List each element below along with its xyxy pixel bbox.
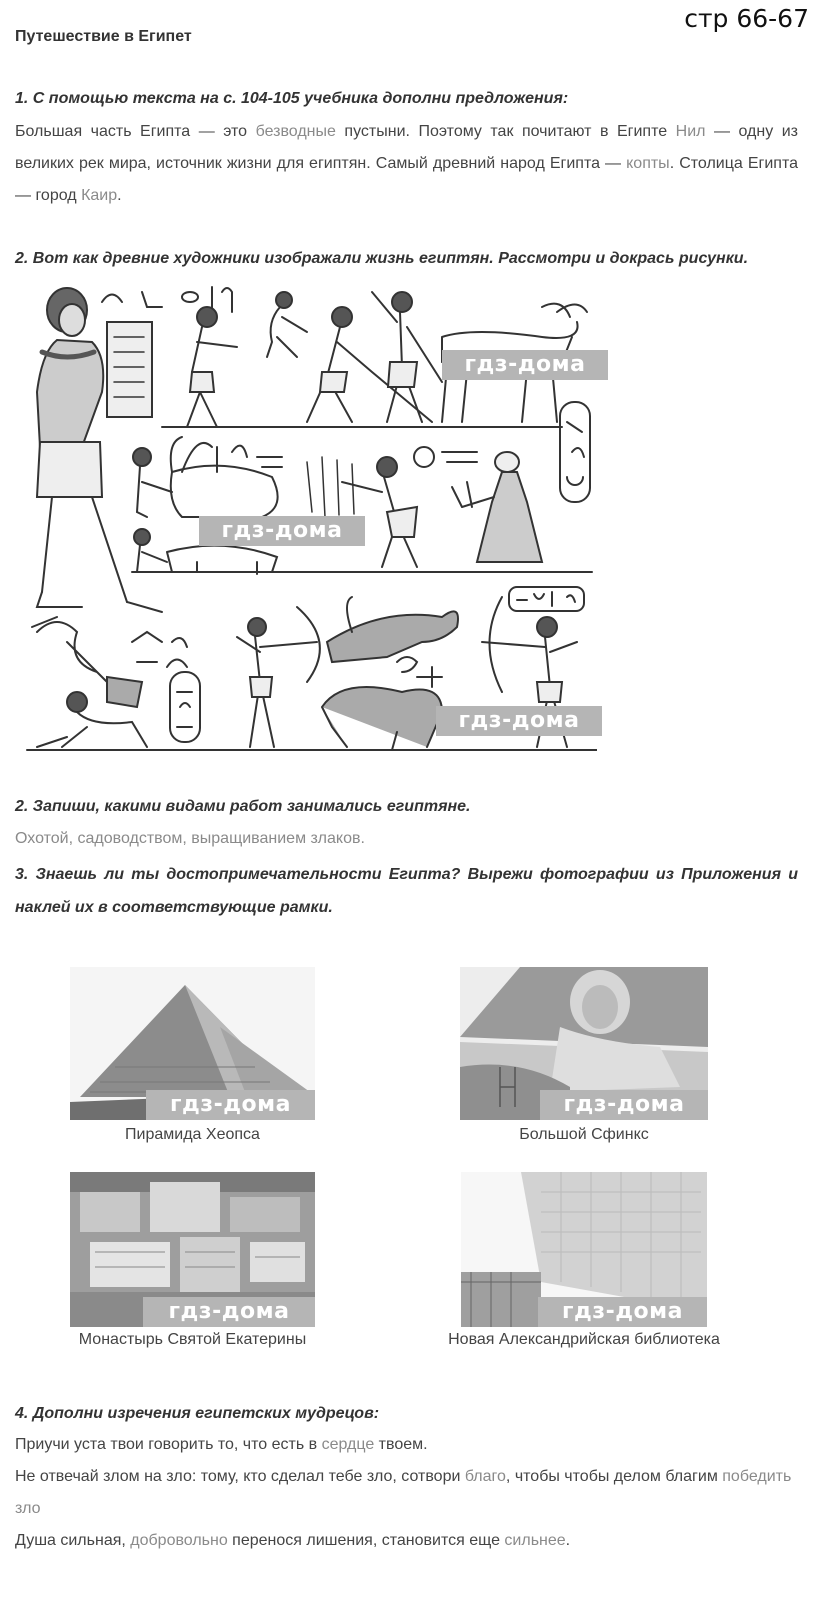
answer-word: копты (626, 155, 670, 172)
text-fragment: пустыни. Поэтому так почитают в Египте (335, 123, 676, 140)
text-fragment: , чтобы чтобы делом благим (505, 1468, 723, 1485)
answer-word: победить зло (15, 1468, 792, 1517)
text-fragment: . (565, 1532, 571, 1549)
text-fragment: . (117, 187, 122, 204)
task1-question: 1. С помощью текста на с. 104-105 учебника дополни предложения: (15, 90, 569, 107)
watermark: гдз-дома (538, 1297, 707, 1327)
watermark: гдз-дома (436, 706, 602, 736)
page-reference: стр 66-67 (684, 4, 809, 33)
task2b-question: 2. Запиши, какими видами работ занимались египтяне. (15, 798, 471, 815)
photo-caption: Монастырь Святой Екатерины (78, 1331, 307, 1348)
text-fragment: . Столица Египта — город (15, 155, 798, 204)
answer-word: безводные (255, 123, 336, 140)
text-fragment: перенося лишения, становится еще (227, 1532, 505, 1549)
answer-word: сердце (321, 1436, 375, 1453)
sphinx-photo (460, 967, 708, 1120)
photo-caption: Большой Сфинкс (519, 1126, 649, 1143)
answer-word: Каир (81, 187, 118, 204)
watermark: гдз-дома (442, 350, 608, 380)
answer-word: добровольно (130, 1532, 228, 1549)
task1-answer-text (15, 116, 798, 212)
text-fragment: Большая часть Египта — это (15, 123, 256, 140)
photo-caption: Новая Александрийская библиотека (448, 1331, 720, 1348)
task3-question: 3. Знаешь ли ты достопримечательности Египта? Вырежи фотографии из Приложения и наклей их в соответствующие рамки. (15, 866, 798, 916)
egyptian-art-illustration (22, 282, 597, 757)
answer-word: благо (464, 1468, 506, 1485)
text-fragment: твоем. (374, 1436, 428, 1453)
task2b-answer: Охотой, садоводством, выращиванием злаков. (15, 830, 365, 847)
text-fragment: Приучи уста твои говорить то, что есть в (15, 1436, 322, 1453)
task4-question: 4. Дополни изречения египетских мудрецов: (15, 1405, 380, 1422)
watermark: гдз-дома (143, 1297, 315, 1327)
monastery-photo (70, 1172, 315, 1327)
pyramid-photo (70, 967, 315, 1120)
watermark: гдз-дома (199, 516, 365, 546)
answer-word: Нил (675, 123, 706, 140)
saying-2 (15, 1461, 798, 1525)
text-fragment: — одну из великих рек мира, источник жизни для египтян. Самый древний народ Египта — (15, 123, 799, 172)
page-title: Путешествие в Египет (15, 28, 192, 45)
saying-1 (15, 1429, 798, 1461)
text-fragment: Душа сильная, (15, 1532, 131, 1549)
watermark: гдз-дома (146, 1090, 315, 1120)
watermark: гдз-дома (540, 1090, 708, 1120)
saying-3 (15, 1525, 798, 1557)
photo-caption: Пирамида Хеопса (125, 1126, 260, 1143)
task2-question: 2. Вот как древние художники изображали жизнь египтян. Рассмотри и докрась рисунки. (15, 250, 749, 267)
library-photo (461, 1172, 707, 1327)
text-fragment: Не отвечай злом на зло: тому, кто сделал тебе зло, сотвори (15, 1468, 465, 1485)
answer-word: сильнее (504, 1532, 566, 1549)
